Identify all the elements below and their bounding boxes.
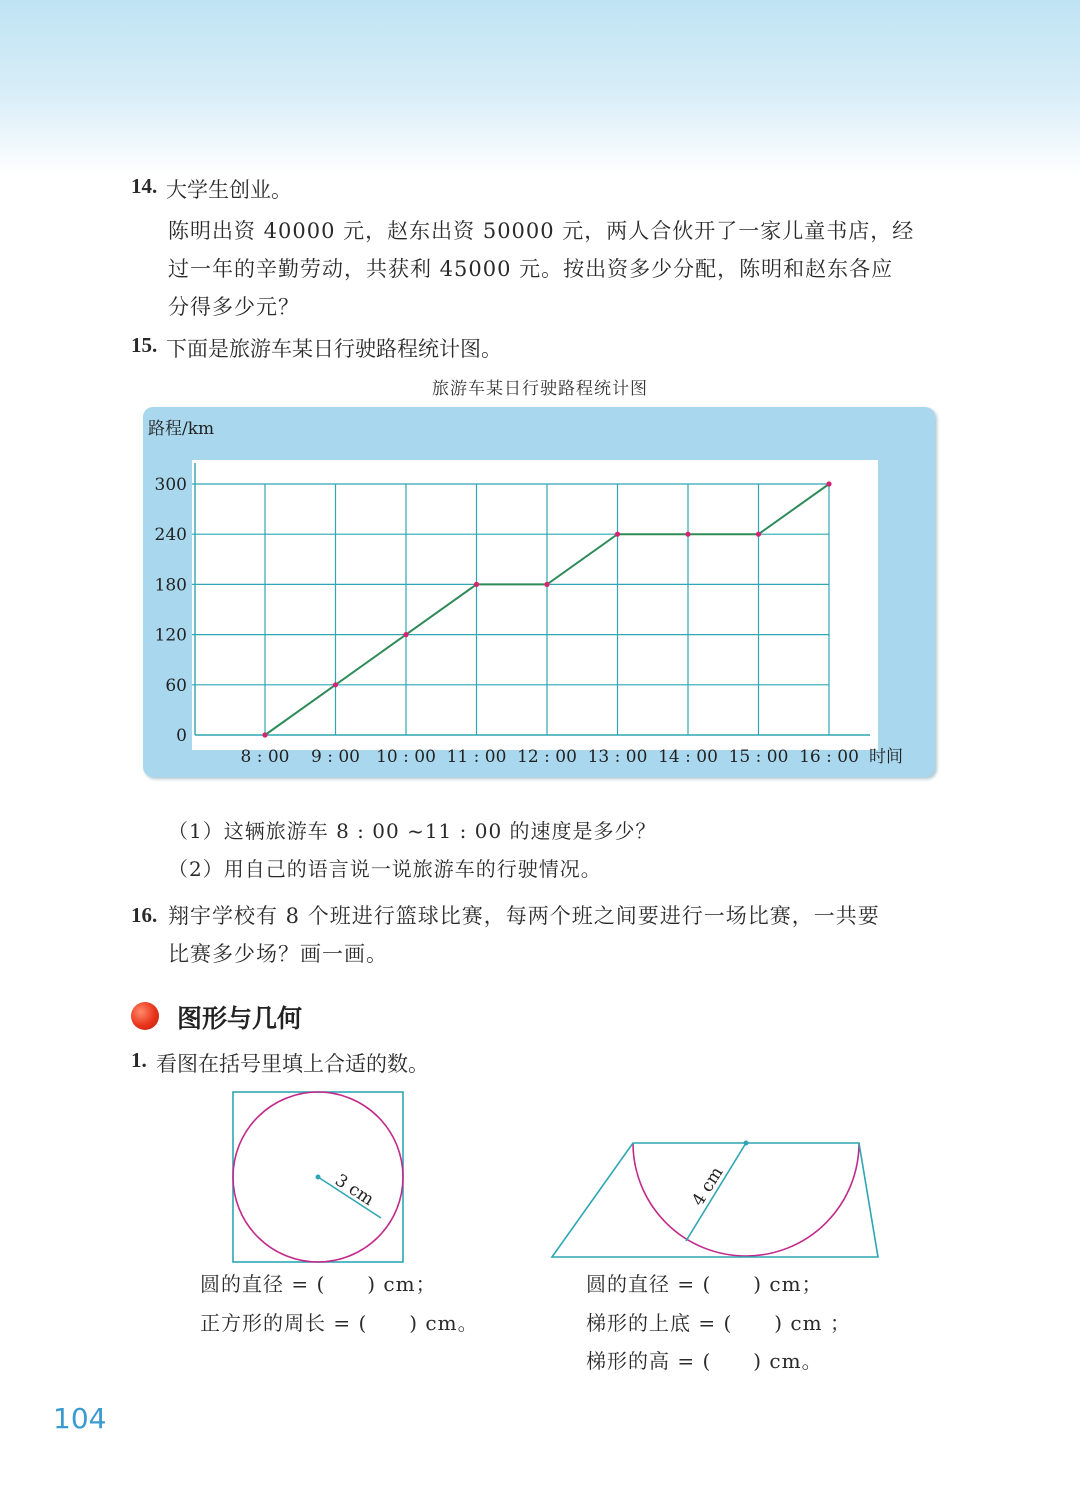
page-number: 104 [53,1402,107,1435]
x-tick-label: 10 : 00 [376,747,436,767]
q14-line: 分得多少元？ [168,295,300,319]
q16-number: 16. [131,903,158,927]
fig2-answer-line: 梯形的上底 = ( ) cm ； [586,1311,851,1335]
y-tick-label: 300 [154,475,187,495]
q15-number: 15. [131,333,158,357]
fig1-answer-line: 正方形的周长 = ( ) cm。 [200,1311,479,1335]
x-tick-label: 12 : 00 [517,747,577,767]
q16-body [168,897,958,973]
section-bullet-icon [131,1002,159,1030]
data-point [826,481,831,486]
y-tick-label: 180 [154,575,187,596]
radius-label: 3 cm [331,1170,378,1211]
chart-y-axis-label: 路程/km [148,419,215,439]
fig2-answer-line: 圆的直径 = ( ) cm； [586,1272,823,1296]
chart-plot-area [192,460,878,750]
g1-number: 1. [131,1048,147,1072]
trapezoid-shape [552,1143,878,1257]
chart-title: 旅游车某日行驶路程统计图 [432,379,648,399]
fig2-answer-line: 梯形的高 = ( ) cm。 [586,1349,823,1373]
x-tick-label: 15 : 00 [728,747,789,767]
fig1-answer-line: 圆的直径 = ( ) cm； [200,1272,437,1296]
q15-title: 下面是旅游车某日行驶路程统计图。 [166,337,502,361]
q15-sub1: （1）这辆旅游车 8 : 00 ~11 : 00 的速度是多少？ [168,819,657,843]
data-point [685,532,690,537]
chart-x-axis-label: 时间 [869,747,903,767]
x-tick-label: 11 : 00 [446,747,507,767]
x-tick-label: 14 : 00 [658,747,718,767]
y-tick-label: 0 [176,726,187,746]
data-point [262,732,267,737]
q14-title: 大学生创业。 [166,178,292,202]
semicircle-center-point [744,1141,749,1146]
x-tick-label: 9 : 00 [311,747,360,767]
data-point [474,582,479,587]
data-point [615,532,620,537]
data-point [333,682,338,687]
section-title: 图形与几何 [177,1004,303,1033]
x-tick-label: 8 : 00 [240,747,290,767]
data-point [756,532,761,537]
geometry-figures [0,1080,1080,1280]
x-tick-label: 13 : 00 [587,747,648,767]
x-tick-label: 16 : 00 [799,747,859,767]
g1-title: 看图在括号里填上合适的数。 [156,1052,429,1076]
y-tick-label: 240 [154,525,187,546]
data-point [544,582,549,587]
q14-line: 陈明出资 40000 元，赵东出资 50000 元，两人合伙开了一家儿童书店，经 [168,219,915,243]
circle-center-point [316,1175,321,1180]
y-tick-label: 120 [154,625,187,646]
q16-line: 翔宇学校有 8 个班进行篮球比赛，每两个班之间要进行一场比赛，一共要 [168,904,880,928]
data-point [403,632,408,637]
q15-sub2: （2）用自己的语言说一说旅游车的行驶情况。 [168,857,602,881]
semicircle-shape [633,1143,859,1256]
y-tick-label: 60 [165,675,187,696]
semicircle-radius-label: 4 cm [688,1163,728,1210]
q14-line: 过一年的辛勤劳动，共获利 45000 元。按出资多少分配，陈明和赵东各应 [168,257,894,281]
q14-number: 14. [131,174,158,198]
q16-line: 比赛多少场？画一画。 [168,942,388,966]
